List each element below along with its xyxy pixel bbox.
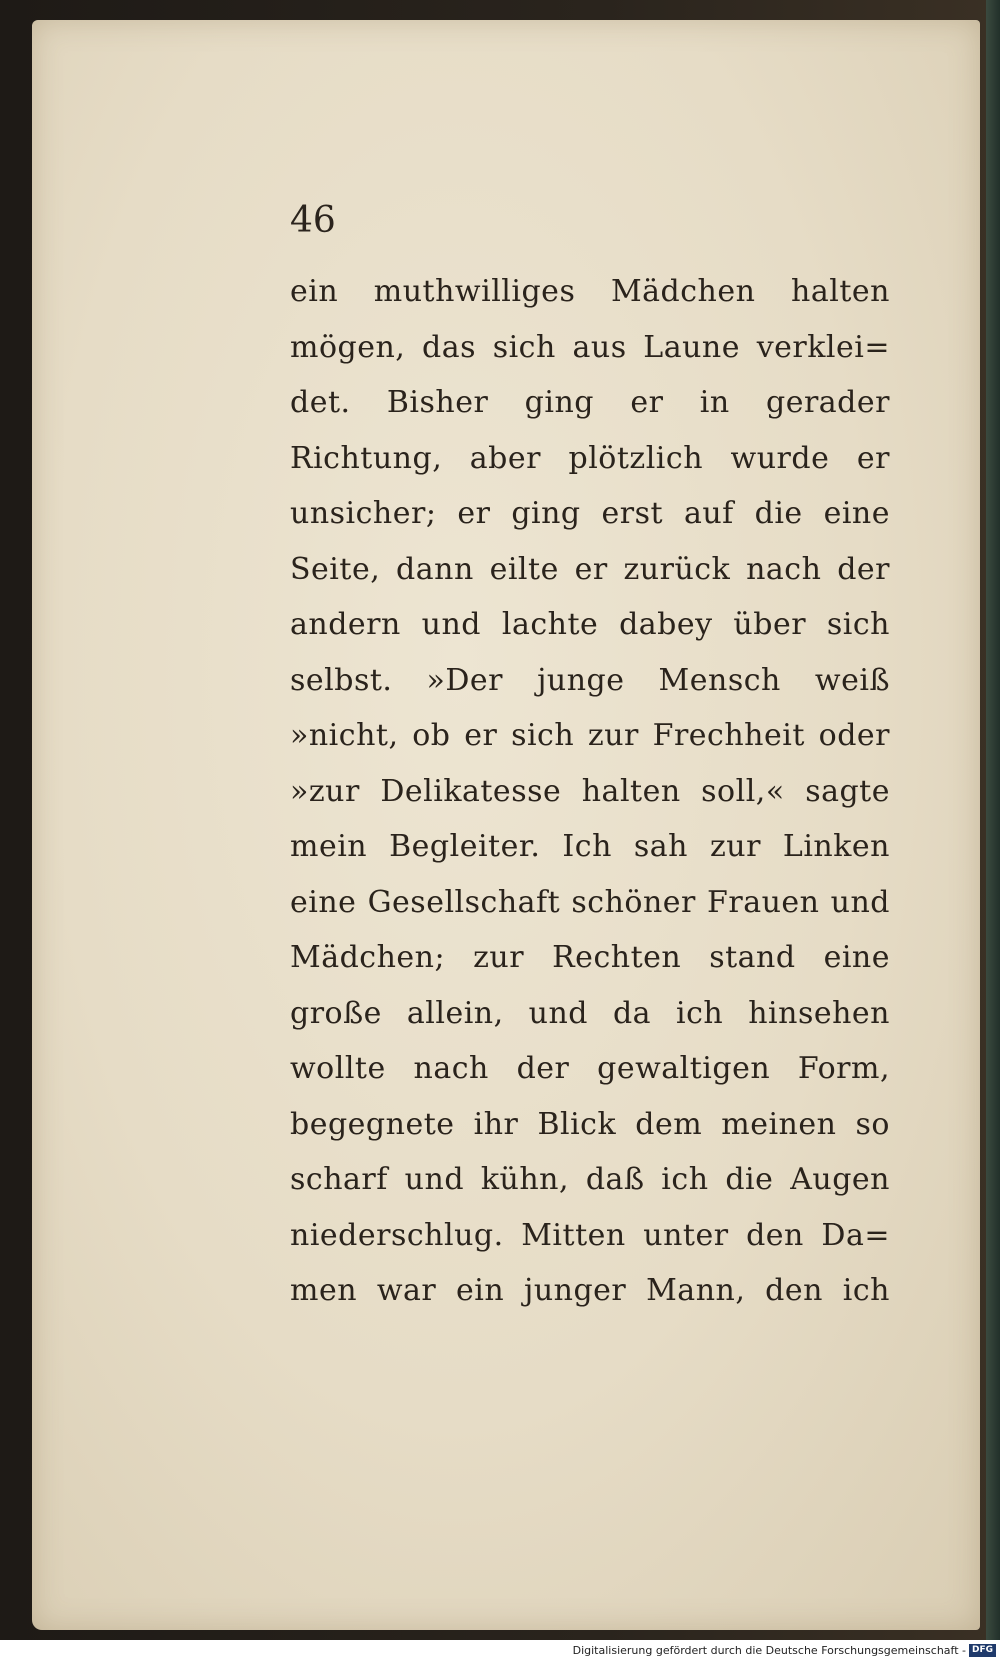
text-line: große allein, und da ich hinsehen [290, 995, 890, 1031]
text-line: unsicher; er ging erst auf die eine [290, 496, 890, 531]
text-line: mein Begleiter. Ich sah zur Linken [290, 829, 890, 864]
text-line: niederschlug. Mitten unter den Da= [290, 1217, 890, 1253]
page-number: 46 [290, 200, 336, 241]
text-line: Mädchen; zur Rechten stand eine [290, 940, 890, 975]
text-line: men war ein junger Mann, den ich [290, 1273, 890, 1308]
text-line: selbst. »Der junge Mensch weiß [290, 662, 890, 698]
text-line: »nicht, ob er sich zur Frechheit oder [290, 718, 890, 753]
text-line: »zur Delikatesse halten soll,« sagte [290, 773, 890, 809]
text-line: Richtung, aber plötzlich wurde er [290, 440, 890, 476]
text-line: eine Gesellschaft schöner Frauen und [290, 884, 890, 920]
body-text [290, 264, 890, 1319]
text-line: Seite, dann eilte er zurück nach der [290, 551, 890, 587]
digitization-credit: Digitalisierung gefördert durch die Deutsche Forschungsgemeinschaft - [572, 1644, 966, 1657]
text-line: andern und lachte dabey über sich [290, 607, 890, 642]
text-line: scharf und kühn, daß ich die Augen [290, 1162, 890, 1197]
text-line: begegnete ihr Blick dem meinen so [290, 1106, 890, 1142]
book-page [32, 20, 980, 1630]
text-line: mögen, das sich aus Laune verklei= [290, 329, 890, 365]
text-line: wollte nach der gewaltigen Form, [290, 1051, 890, 1086]
dfg-logo: DFG [969, 1644, 996, 1657]
text-line: det. Bisher ging er in gerader [290, 385, 890, 420]
footer-bar [0, 1640, 1000, 1659]
book-edge [986, 0, 1000, 1640]
text-line: ein muthwilliges Mädchen halten [290, 274, 890, 309]
